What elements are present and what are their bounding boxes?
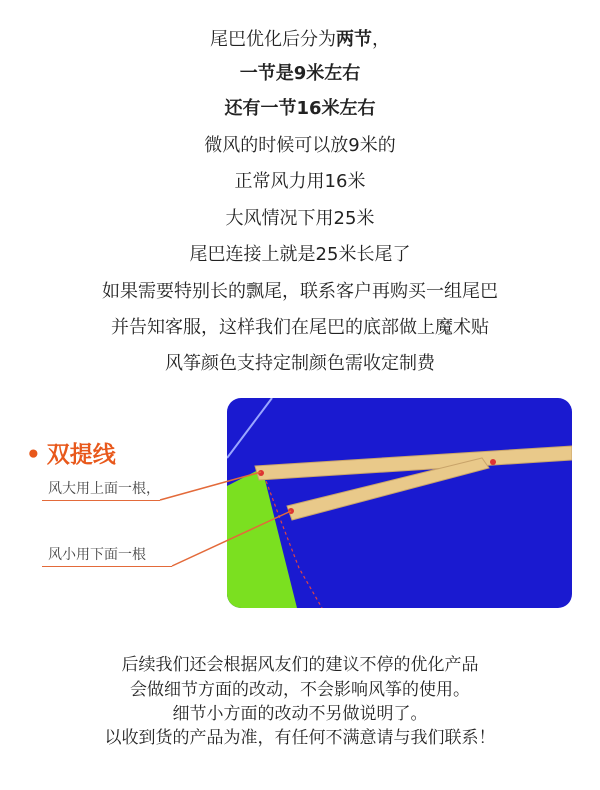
- feature-title-text: 双提线: [46, 442, 116, 468]
- intro-line-9: 并告知客服，这样我们在尾巴的底部做上魔术贴: [111, 317, 489, 338]
- bullet-dot-icon: •: [26, 442, 41, 468]
- intro-line-10: 风筝颜色支持定制颜色需收定制费: [165, 353, 435, 374]
- kite-detail-photo: [227, 398, 572, 608]
- intro-line-1: [0, 28, 600, 52]
- outro-line-1: 后续我们还会根据风友们的建议不停的优化产品: [121, 655, 479, 675]
- intro-line-1-text: 尾巴优化后分为: [210, 29, 336, 50]
- label-top-underline: [42, 500, 160, 501]
- intro-line-3: 还有一节16米左右: [224, 98, 376, 119]
- label-bottom-underline: [42, 566, 172, 567]
- feature-title: [26, 440, 116, 470]
- outro-line-3: 细节小方面的改动不另做说明了。: [172, 704, 428, 724]
- intro-line-2: 一节是9米左右: [239, 63, 361, 84]
- label-bottom-line: 风小用下面一根: [48, 547, 146, 563]
- outro-line-2: 会做细节方面的改动，不会影响风筝的使用。: [130, 680, 470, 700]
- intro-line-6: 大风情况下用25米: [225, 208, 375, 229]
- outro-line-4: 以收到货的产品为准，有任何不满意请与我们联系！: [104, 728, 496, 748]
- intro-line-5: 正常风力用16米: [234, 171, 366, 192]
- rod-top-knot: [258, 470, 264, 476]
- label-top-line: 风大用上面一根，: [48, 481, 160, 497]
- intro-line-7: 尾巴连接上就是25米长尾了: [189, 244, 411, 265]
- rod-bottom-knot: [288, 508, 294, 514]
- kite-illustration: [227, 398, 572, 608]
- intro-line-1-tail: ，: [372, 29, 390, 50]
- intro-line-8: 如果需要特别长的飘尾，联系客户再购买一组尾巴: [102, 281, 498, 302]
- intro-line-1-bold: 两节: [336, 29, 372, 50]
- intro-line-4: 微风的时候可以放9米的: [204, 135, 396, 156]
- rod-joint-knot: [490, 459, 496, 465]
